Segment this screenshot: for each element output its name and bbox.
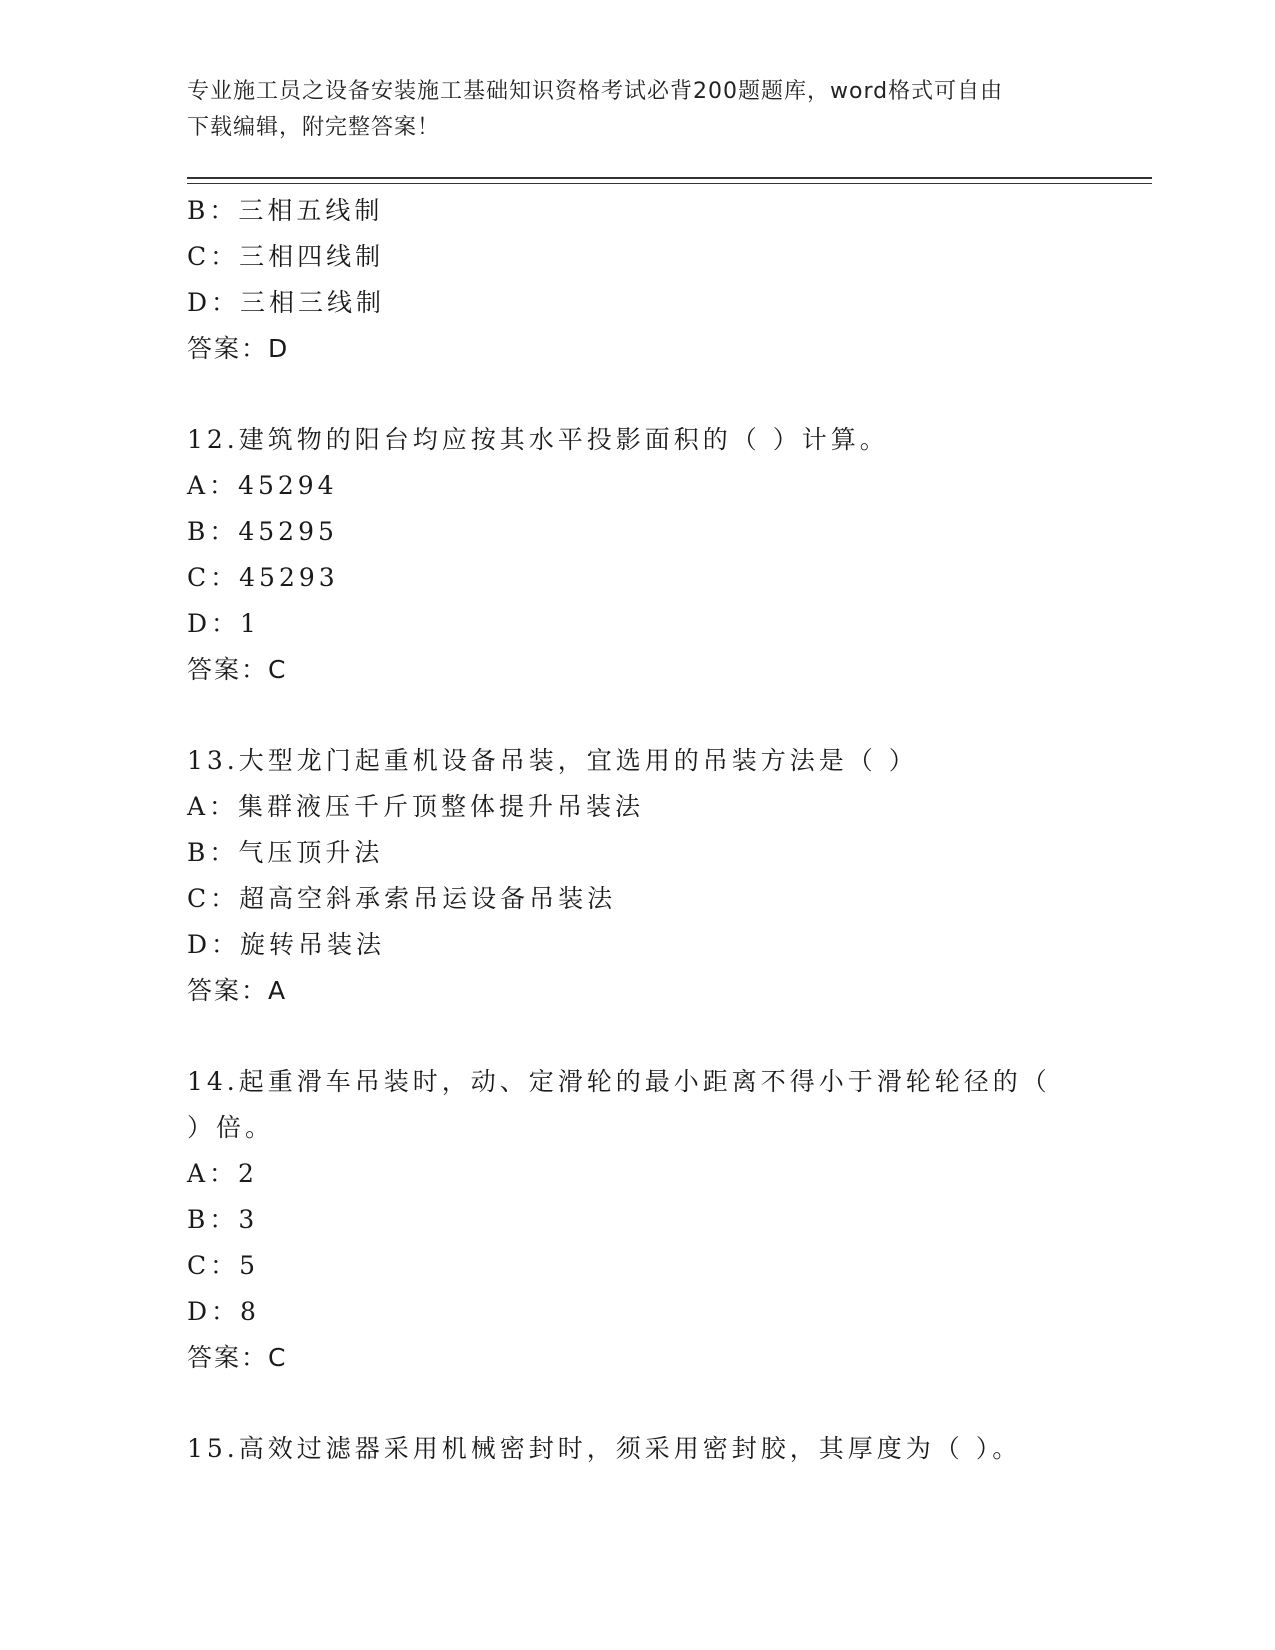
option-b: B：3	[187, 1205, 259, 1234]
header-line-2: 下载编辑，附完整答案！	[187, 115, 441, 140]
question-text-line-2: ）倍。	[187, 1113, 275, 1142]
question-list	[187, 188, 1152, 1472]
option-b: B：45295	[187, 517, 338, 546]
answer: 答案：A	[187, 976, 288, 1005]
header-rule-thick	[187, 177, 1152, 179]
option-b: B：三相五线制	[187, 196, 384, 225]
document-header	[187, 74, 1087, 146]
question-11-tail	[187, 188, 1152, 372]
question-text: 13.大型龙门起重机设备吊装，宜选用的吊装方法是（ ）	[187, 746, 918, 775]
header-rule-thin	[187, 183, 1152, 184]
option-d: D：三相三线制	[187, 288, 386, 317]
option-d: D：8	[187, 1297, 260, 1326]
option-a: A：45294	[187, 471, 338, 500]
answer: 答案：C	[187, 1343, 288, 1372]
option-d: D：旋转吊装法	[187, 930, 386, 959]
question-text-line-1: 14.起重滑车吊装时，动、定滑轮的最小距离不得小于滑轮轮径的（	[187, 1067, 1051, 1096]
option-c: C：5	[187, 1251, 260, 1280]
answer: 答案：C	[187, 655, 288, 684]
header-line-1: 专业施工员之设备安装施工基础知识资格考试必背200题题库，word格式可自由	[187, 79, 1004, 104]
question-14	[187, 1059, 1152, 1381]
option-b: B：气压顶升法	[187, 838, 384, 867]
option-a: A：集群液压千斤顶整体提升吊装法	[187, 792, 645, 821]
question-text: 15.高效过滤器采用机械密封时，须采用密封胶，其厚度为（ ）。	[187, 1434, 1022, 1463]
option-c: C：超高空斜承索吊运设备吊装法	[187, 884, 617, 913]
question-12	[187, 417, 1152, 693]
option-c: C：三相四线制	[187, 242, 385, 271]
option-c: C：45293	[187, 563, 339, 592]
option-d: D：1	[187, 609, 260, 638]
option-a: A：2	[187, 1159, 258, 1188]
question-15	[187, 1426, 1152, 1472]
answer: 答案：D	[187, 334, 290, 363]
question-text: 12.建筑物的阳台均应按其水平投影面积的（ ）计算。	[187, 425, 889, 454]
question-13	[187, 738, 1152, 1014]
